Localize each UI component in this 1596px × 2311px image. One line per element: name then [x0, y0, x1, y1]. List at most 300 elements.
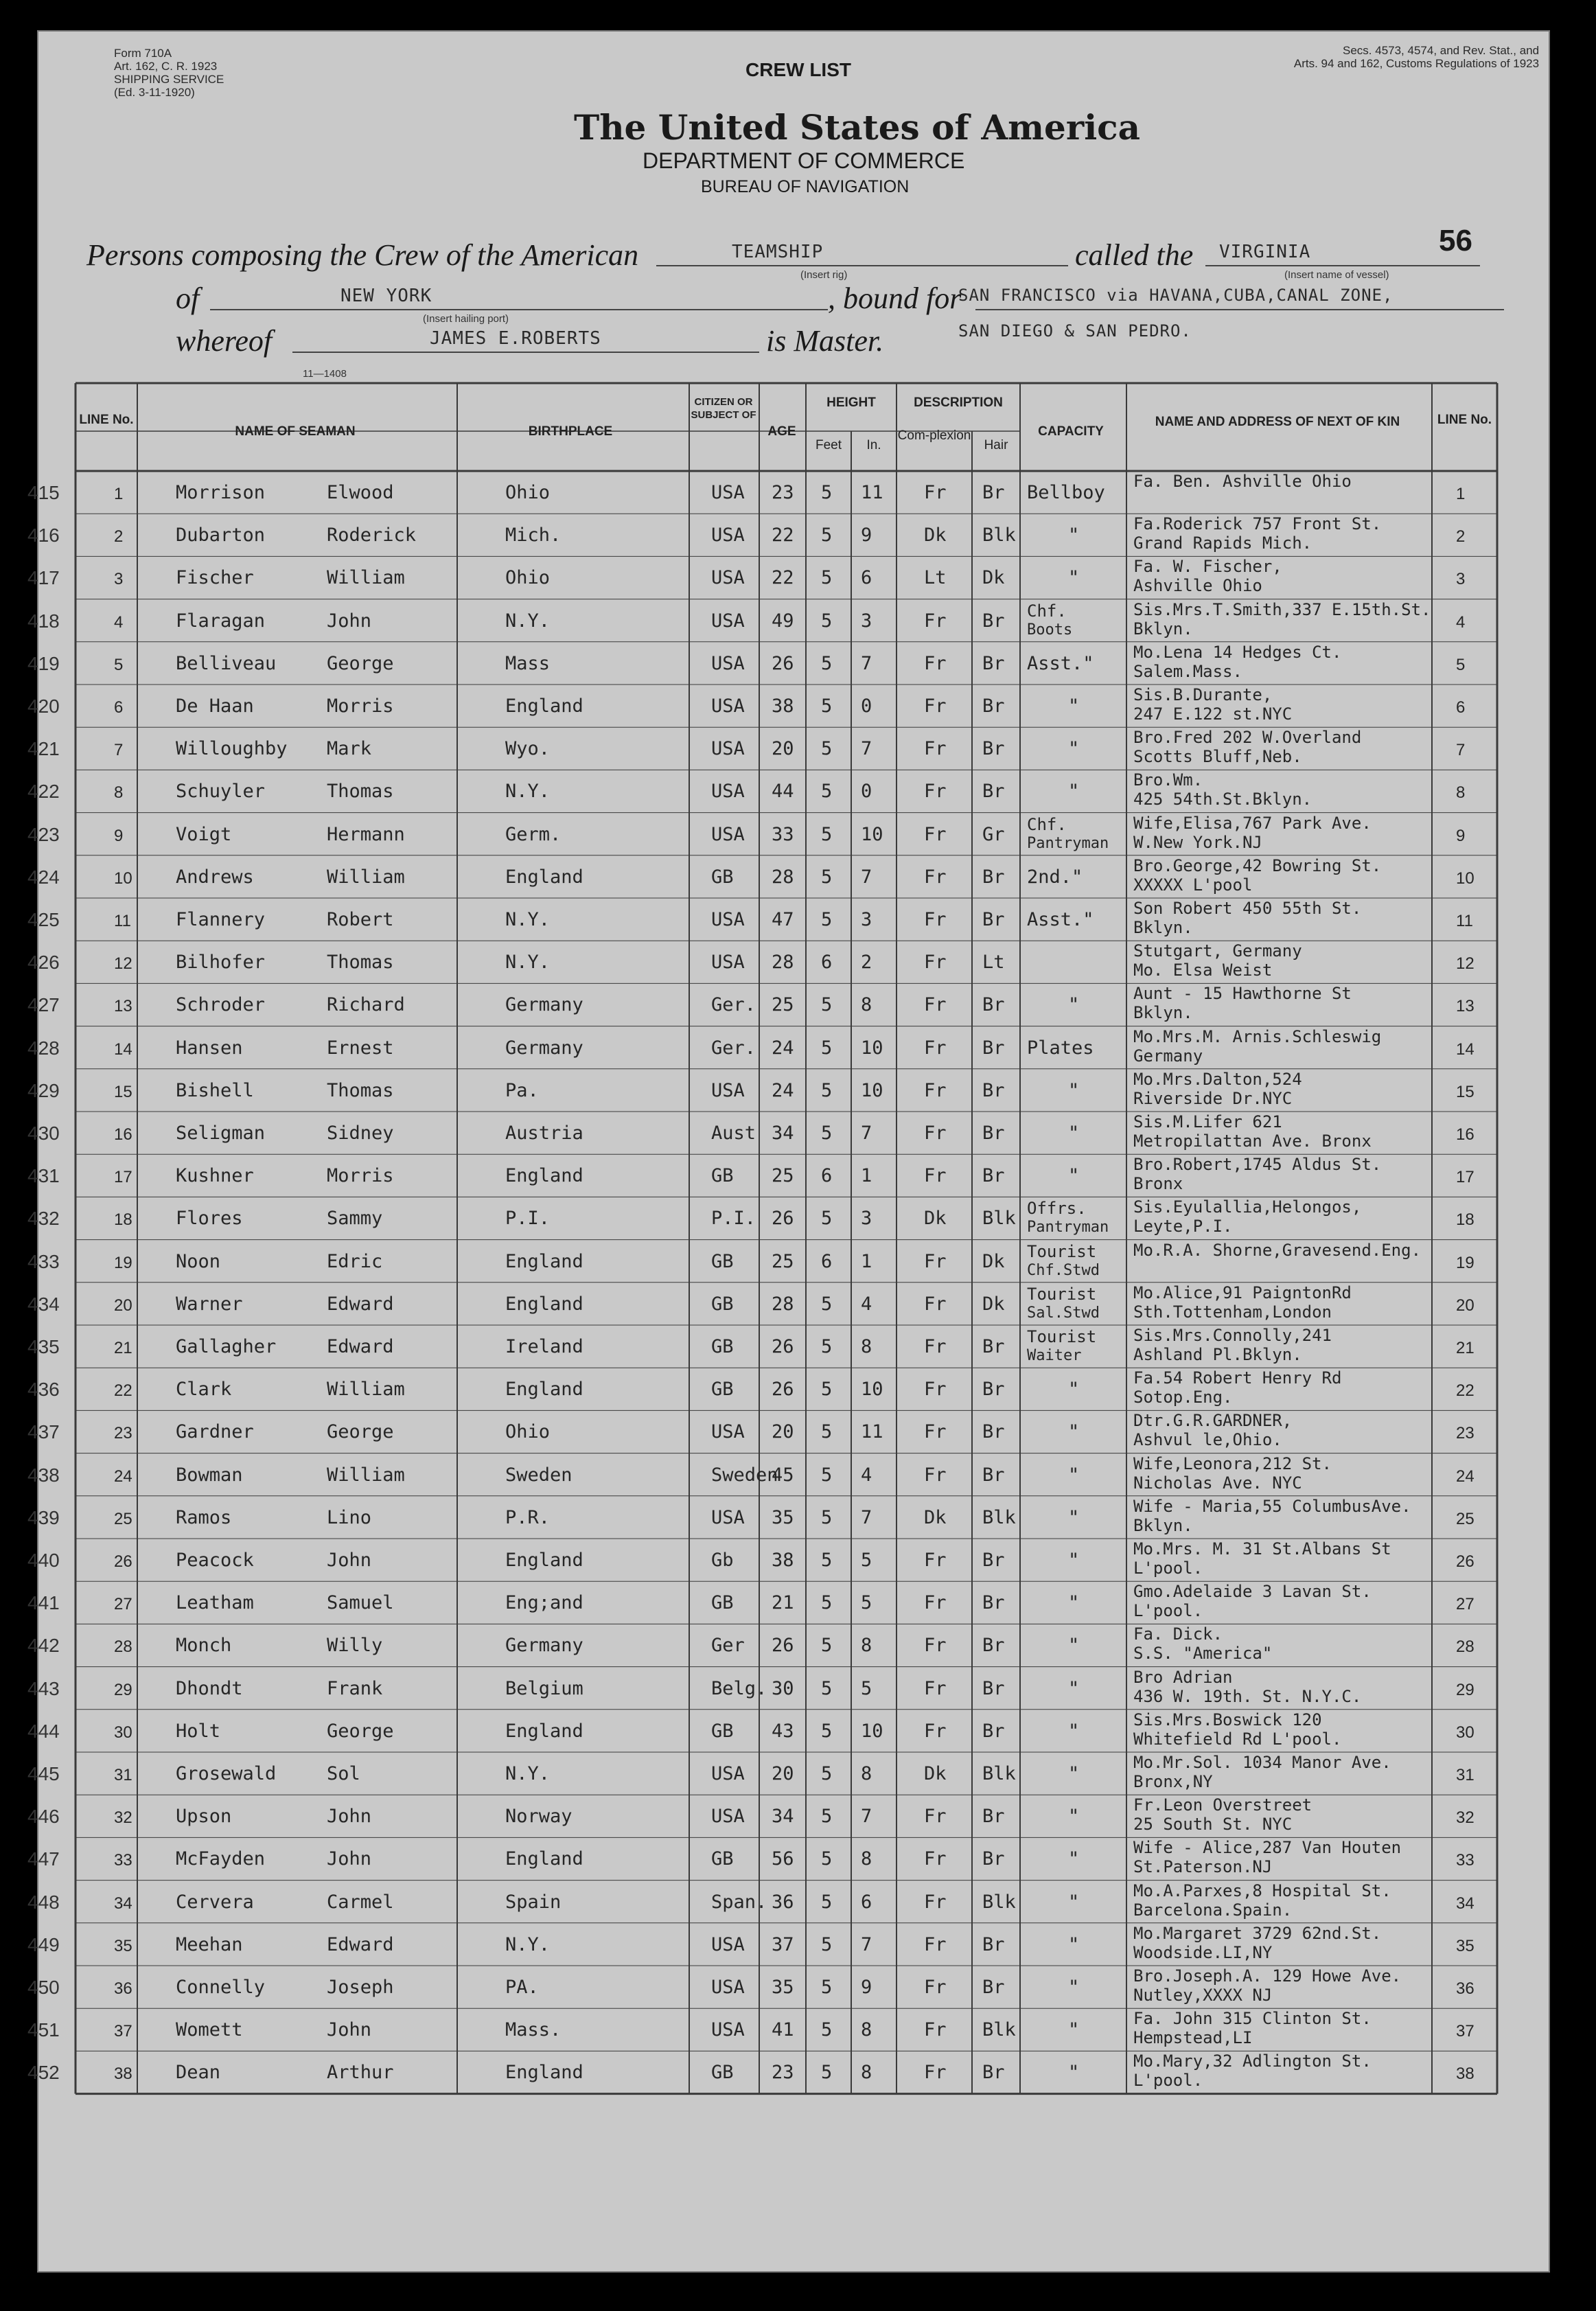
- birthplace: England: [505, 695, 583, 717]
- citizenship: USA: [711, 2019, 745, 2041]
- age: 21: [772, 1592, 794, 1614]
- age: 24: [772, 1037, 794, 1059]
- birthplace: England: [505, 1379, 583, 1401]
- kin-line-1: Sis.Mrs.T.Smith,337 E.15th.St.: [1133, 599, 1431, 619]
- seaman-last-name: Flaragan: [176, 610, 266, 632]
- row-line-number: 33: [114, 1851, 132, 1870]
- rig-value: TEAMSHIP: [732, 242, 824, 262]
- hair-color: Br: [982, 695, 1005, 717]
- crew-list-sheet: [27, 30, 1550, 2273]
- persons-text: Persons composing the Crew of the American: [86, 238, 639, 272]
- birthplace: England: [505, 2062, 583, 2084]
- age: 41: [772, 2019, 794, 2041]
- row-line-number-right: 23: [1456, 1424, 1474, 1443]
- row-line-number-right: 25: [1456, 1509, 1474, 1528]
- kin-line-1: Mo.Mary,32 Adlington St.: [1133, 2051, 1372, 2071]
- seaman-first-name: Morris: [327, 1165, 394, 1187]
- hair-color: Dk: [982, 1250, 1005, 1272]
- citizenship: Belg.: [711, 1677, 767, 1699]
- row-stamp-number: 415: [27, 482, 60, 503]
- complexion: Fr: [924, 1635, 947, 1657]
- row-line-number: 17: [114, 1168, 132, 1187]
- kin-line-2: Hempstead,LI: [1133, 2028, 1253, 2048]
- birthplace: England: [505, 1848, 583, 1870]
- height-inches: 11: [861, 482, 883, 503]
- height-inches: 8: [861, 2062, 872, 2084]
- capacity: Tourist: [1027, 1327, 1097, 1346]
- kin-line-2: Salem.Mass.: [1133, 661, 1242, 681]
- birthplace: England: [505, 1165, 583, 1187]
- birthplace: Pa.: [505, 1079, 539, 1101]
- citizenship: GB: [711, 2062, 734, 2084]
- row-stamp-number: 449: [27, 1933, 60, 1955]
- kin-line-1: Bro Adrian: [1133, 1667, 1233, 1687]
- citizenship: USA: [711, 482, 745, 503]
- height-inches: 3: [861, 909, 872, 930]
- birthplace: Mich.: [505, 525, 562, 547]
- row-line-number-right: 1: [1456, 485, 1466, 503]
- citizenship: GB: [711, 1165, 734, 1187]
- height-inches: 7: [861, 866, 872, 888]
- height-inches: 0: [861, 781, 872, 803]
- complexion: Fr: [924, 823, 947, 845]
- bound-text: , bound for: [828, 281, 962, 315]
- row-stamp-number: 436: [27, 1379, 60, 1401]
- kin-line-2: L'pool.: [1133, 1559, 1203, 1578]
- capacity-line-2: Chf.Stwd: [1027, 1261, 1100, 1279]
- citizenship: Gb: [711, 1550, 734, 1571]
- hair-color: Br: [982, 1421, 1005, 1443]
- row-line-number: 38: [114, 2065, 132, 2084]
- complexion: Fr: [924, 1592, 947, 1614]
- height-inches: 0: [861, 695, 872, 717]
- complexion: Dk: [924, 1506, 947, 1528]
- complexion: Fr: [924, 1464, 947, 1486]
- kin-line-1: Wife,Leonora,212 St.: [1133, 1453, 1332, 1473]
- hair-color: Br: [982, 1933, 1005, 1955]
- row-stamp-number: 429: [27, 1079, 60, 1101]
- hair-color: Blk: [982, 525, 1016, 547]
- height-feet: 5: [821, 1677, 833, 1699]
- row-line-number: 24: [114, 1467, 132, 1486]
- citizenship: Span.: [711, 1891, 767, 1913]
- row-line-number-right: 21: [1456, 1339, 1474, 1357]
- row-line-number: 32: [114, 1808, 132, 1828]
- birthplace: Germ.: [505, 823, 562, 845]
- row-stamp-number: 451: [27, 2019, 60, 2041]
- row-line-number-right: 31: [1456, 1766, 1474, 1784]
- age: 43: [772, 1720, 794, 1742]
- row-line-number-right: 9: [1456, 826, 1466, 845]
- height-feet: 5: [821, 1123, 833, 1144]
- hair-color: Gr: [982, 823, 1005, 845]
- height-feet: 5: [821, 1933, 833, 1955]
- row-stamp-number: 438: [27, 1464, 60, 1486]
- seaman-first-name: Edric: [327, 1250, 383, 1272]
- height-inches: 10: [861, 1079, 883, 1101]
- seaman-last-name: Bishell: [176, 1079, 254, 1101]
- row-line-number-right: 13: [1456, 997, 1474, 1016]
- row-line-number: 36: [114, 1979, 132, 1998]
- row-line-number: 16: [114, 1125, 132, 1144]
- row-line-number-right: 36: [1456, 1979, 1474, 1998]
- complexion: Fr: [924, 866, 947, 888]
- height-feet: 5: [821, 1379, 833, 1401]
- seaman-last-name: Noon: [176, 1250, 221, 1272]
- capacity: ": [1068, 1677, 1080, 1699]
- age: 24: [772, 1079, 794, 1101]
- height-feet: 5: [821, 1336, 833, 1357]
- seaman-first-name: Roderick: [327, 525, 417, 547]
- complexion: Fr: [924, 1379, 947, 1401]
- capacity: Bellboy: [1027, 482, 1105, 503]
- row-line-number: 28: [114, 1637, 132, 1657]
- seaman-last-name: Willoughby: [176, 738, 288, 760]
- height-inches: 3: [861, 1208, 872, 1230]
- complexion: Dk: [924, 1208, 947, 1230]
- seaman-first-name: Hermann: [327, 823, 405, 845]
- kin-line-2: 436 W. 19th. St. N.Y.C.: [1133, 1686, 1362, 1706]
- complexion: Fr: [924, 1933, 947, 1955]
- row-stamp-number: 431: [27, 1165, 60, 1187]
- capacity: ": [1068, 1720, 1080, 1742]
- row-line-number: 21: [114, 1339, 132, 1357]
- row-stamp-number: 427: [27, 994, 60, 1016]
- seaman-last-name: Fischer: [176, 567, 254, 589]
- citizenship: USA: [711, 525, 745, 547]
- hair-color: Br: [982, 652, 1005, 674]
- capacity: ": [1068, 1891, 1080, 1913]
- row-line-number: 9: [114, 826, 124, 845]
- birthplace: Sweden: [505, 1464, 573, 1486]
- hair-color: Br: [982, 610, 1005, 632]
- seaman-first-name: Sidney: [327, 1123, 394, 1144]
- kin-line-2: Nutley,XXXX NJ: [1133, 1986, 1273, 2005]
- row-stamp-number: 437: [27, 1421, 60, 1443]
- height-inches: 5: [861, 1550, 872, 1571]
- seaman-last-name: Schroder: [176, 994, 266, 1016]
- birthplace: PA.: [505, 1977, 539, 1998]
- height-feet: 5: [821, 1037, 833, 1059]
- height-feet: 5: [821, 1635, 833, 1657]
- height-feet: 5: [821, 2062, 833, 2084]
- age: 49: [772, 610, 794, 632]
- capacity: ": [1068, 1379, 1080, 1401]
- complexion: Fr: [924, 1123, 947, 1144]
- seaman-first-name: George: [327, 652, 394, 674]
- birthplace: England: [505, 866, 583, 888]
- row-stamp-number: 435: [27, 1336, 60, 1357]
- seaman-last-name: Voigt: [176, 823, 232, 845]
- height-feet: 5: [821, 1506, 833, 1528]
- age: 20: [772, 738, 794, 760]
- seaman-first-name: Edward: [327, 1293, 394, 1315]
- birthplace: Eng;and: [505, 1592, 583, 1614]
- birthplace: Belgium: [505, 1677, 583, 1699]
- hair-color: Blk: [982, 1506, 1016, 1528]
- seaman-first-name: Edward: [327, 1933, 394, 1955]
- hair-color: Br: [982, 1336, 1005, 1357]
- seaman-first-name: Lino: [327, 1506, 372, 1528]
- capacity: ": [1068, 1506, 1080, 1528]
- hair-color: Br: [982, 738, 1005, 760]
- citizenship: USA: [711, 781, 745, 803]
- capacity: Asst.": [1027, 909, 1094, 930]
- complexion: Fr: [924, 1806, 947, 1828]
- citizenship: USA: [711, 1977, 745, 1998]
- age: 20: [772, 1763, 794, 1784]
- height-inches: 10: [861, 1720, 883, 1742]
- kin-line-2: Mo. Elsa Weist: [1133, 961, 1273, 980]
- row-line-number: 7: [114, 741, 124, 760]
- master-text: is Master.: [766, 324, 884, 358]
- seaman-last-name: Womett: [176, 2019, 243, 2041]
- hair-color: Dk: [982, 1293, 1005, 1315]
- row-line-number: 2: [114, 527, 124, 547]
- complexion: Fr: [924, 994, 947, 1016]
- row-stamp-number: 425: [27, 909, 60, 930]
- row-line-number-right: 30: [1456, 1723, 1474, 1742]
- complexion: Fr: [924, 1293, 947, 1315]
- citizenship: USA: [711, 738, 745, 760]
- complexion: Lt: [924, 567, 947, 589]
- birthplace: England: [505, 1250, 583, 1272]
- department-title: DEPARTMENT OF COMMERCE: [643, 148, 965, 173]
- hair-color: Br: [982, 1592, 1005, 1614]
- capacity: Tourist: [1027, 1284, 1097, 1304]
- birthplace: N.Y.: [505, 909, 551, 930]
- rig-hint: (Insert rig): [800, 269, 848, 281]
- complexion: Fr: [924, 1720, 947, 1742]
- seaman-first-name: Thomas: [327, 952, 394, 974]
- seaman-last-name: De Haan: [176, 695, 254, 717]
- hair-color: Br: [982, 781, 1005, 803]
- kin-line-1: Mo.A.Parxes,8 Hospital St.: [1133, 1881, 1391, 1900]
- citizenship: USA: [711, 823, 745, 845]
- seaman-last-name: Clark: [176, 1379, 232, 1401]
- height-feet: 5: [821, 1592, 833, 1614]
- birthplace: Spain: [505, 1891, 562, 1913]
- kin-line-2: Bklyn.: [1133, 918, 1193, 937]
- row-line-number-right: 22: [1456, 1381, 1474, 1401]
- citizenship: USA: [711, 610, 745, 632]
- height-inches: 8: [861, 1763, 872, 1784]
- height-inches: 7: [861, 1806, 872, 1828]
- complexion: Fr: [924, 1977, 947, 1998]
- citizenship: Sweden: [711, 1464, 778, 1486]
- birthplace: Norway: [505, 1806, 573, 1828]
- age: 28: [772, 1293, 794, 1315]
- form-edition: (Ed. 3-11-1920): [114, 86, 195, 99]
- complexion: Fr: [924, 1037, 947, 1059]
- kin-line-1: Dtr.G.R.GARDNER,: [1133, 1411, 1293, 1431]
- row-line-number: 25: [114, 1509, 132, 1528]
- row-stamp-number: 422: [27, 781, 60, 803]
- form-sections-2: Rev. Stat., and: [1462, 44, 1540, 57]
- kin-line-2: Woodside.LI,NY: [1133, 1942, 1273, 1962]
- height-feet: 5: [821, 1208, 833, 1230]
- row-line-number: 37: [114, 2022, 132, 2041]
- age: 35: [772, 1506, 794, 1528]
- hair-color: Br: [982, 1165, 1005, 1187]
- citizenship: Ger: [711, 1635, 745, 1657]
- birthplace: England: [505, 1293, 583, 1315]
- seaman-last-name: Dubarton: [176, 525, 266, 547]
- header-complexion: Com-plexion: [897, 428, 971, 443]
- capacity: 2nd.": [1027, 866, 1083, 888]
- row-line-number: 1: [114, 485, 124, 503]
- height-inches: 5: [861, 1592, 872, 1614]
- height-feet: 5: [821, 1977, 833, 1998]
- seaman-first-name: Joseph: [327, 1977, 394, 1998]
- capacity: Tourist: [1027, 1241, 1097, 1261]
- seaman-last-name: Ramos: [176, 1506, 232, 1528]
- kin-line-1: Mo.Mrs.Dalton,524: [1133, 1069, 1302, 1089]
- row-stamp-number: 448: [27, 1891, 60, 1913]
- complexion: Fr: [924, 781, 947, 803]
- complexion: Fr: [924, 1421, 947, 1443]
- kin-line-1: Gmo.Adelaide 3 Lavan St.: [1133, 1582, 1372, 1602]
- seaman-first-name: Richard: [327, 994, 405, 1016]
- complexion: Fr: [924, 1079, 947, 1101]
- row-line-number-right: 12: [1456, 954, 1474, 974]
- row-line-number-right: 11: [1456, 912, 1473, 930]
- seaman-first-name: Elwood: [327, 482, 394, 503]
- hair-color: Lt: [982, 952, 1005, 974]
- seaman-first-name: William: [327, 1379, 405, 1401]
- seaman-first-name: John: [327, 2019, 372, 2041]
- seaman-first-name: John: [327, 1848, 372, 1870]
- kin-line-1: Mo.Mrs.M. Arnis.Schleswig: [1133, 1026, 1382, 1046]
- kin-line-1: Bro.Wm.: [1133, 770, 1203, 790]
- kin-line-2: L'pool.: [1133, 2071, 1203, 2091]
- row-line-number-right: 17: [1456, 1168, 1474, 1187]
- destination: SAN FRANCISCO via HAVANA,CUBA,CANAL ZONE,: [958, 286, 1393, 305]
- height-inches: 10: [861, 1379, 883, 1401]
- kin-line-1: Mo.R.A. Shorne,Gravesend.Eng.: [1133, 1240, 1422, 1260]
- page-number: 56: [1439, 224, 1472, 257]
- kin-line-2: St.Paterson.NJ: [1133, 1857, 1273, 1877]
- birthplace: Ireland: [505, 1336, 583, 1357]
- hair-color: Blk: [982, 1763, 1016, 1784]
- row-stamp-number: 446: [27, 1806, 60, 1828]
- row-stamp-number: 426: [27, 952, 60, 974]
- hair-color: Br: [982, 994, 1005, 1016]
- capacity: ": [1068, 1635, 1080, 1657]
- complexion: Fr: [924, 909, 947, 930]
- row-line-number: 29: [114, 1680, 132, 1699]
- capacity: ": [1068, 1165, 1080, 1187]
- hair-color: Blk: [982, 1891, 1016, 1913]
- age: 34: [772, 1123, 794, 1144]
- seaman-first-name: George: [327, 1421, 394, 1443]
- seaman-last-name: Bowman: [176, 1464, 243, 1486]
- capacity: Offrs.: [1027, 1199, 1087, 1219]
- header-capacity: CAPACITY: [1038, 424, 1104, 439]
- height-feet: 5: [821, 1550, 833, 1571]
- seaman-last-name: Bilhofer: [176, 952, 266, 974]
- capacity-line-2: Sal.Stwd: [1027, 1304, 1100, 1322]
- seaman-first-name: Frank: [327, 1677, 383, 1699]
- height-feet: 5: [821, 1421, 833, 1443]
- row-line-number: 15: [114, 1082, 132, 1101]
- hair-color: Br: [982, 482, 1005, 503]
- seaman-last-name: Seligman: [176, 1123, 266, 1144]
- height-inches: 7: [861, 738, 872, 760]
- row-stamp-number: 419: [27, 652, 60, 674]
- row-stamp-number: 434: [27, 1293, 60, 1315]
- seaman-first-name: Arthur: [327, 2062, 394, 2084]
- seaman-first-name: John: [327, 610, 372, 632]
- hair-color: Br: [982, 2062, 1005, 2084]
- height-feet: 6: [821, 1250, 833, 1272]
- hair-color: Br: [982, 1079, 1005, 1101]
- complexion: Fr: [924, 482, 947, 503]
- kin-line-1: Sis.Mrs.Connolly,241: [1133, 1326, 1332, 1345]
- complexion: Fr: [924, 1550, 947, 1571]
- birthplace: N.Y.: [505, 610, 551, 632]
- age: 45: [772, 1464, 794, 1486]
- citizenship: USA: [711, 1933, 745, 1955]
- age: 25: [772, 994, 794, 1016]
- seaman-first-name: Willy: [327, 1635, 383, 1657]
- vessel-name: VIRGINIA: [1219, 242, 1311, 262]
- row-line-number: 20: [114, 1296, 132, 1315]
- height-feet: 5: [821, 1293, 833, 1315]
- age: 25: [772, 1250, 794, 1272]
- capacity: ": [1068, 1848, 1080, 1870]
- kin-line-1: Wife - Alice,287 Van Houten: [1133, 1838, 1402, 1858]
- seaman-first-name: Carmel: [327, 1891, 394, 1913]
- kin-line-1: Mo.Mr.Sol. 1034 Manor Ave.: [1133, 1753, 1391, 1772]
- complexion: Fr: [924, 1165, 947, 1187]
- age: 26: [772, 1635, 794, 1657]
- row-stamp-number: 445: [27, 1763, 60, 1784]
- citizenship: Aust: [711, 1123, 756, 1144]
- hair-color: Br: [982, 1848, 1005, 1870]
- row-line-number-right: 16: [1456, 1125, 1474, 1144]
- port-hint: (Insert hailing port): [423, 313, 509, 325]
- hair-color: Br: [982, 1677, 1005, 1699]
- kin-line-1: Wife,Elisa,767 Park Ave.: [1133, 813, 1372, 833]
- kin-line-1: Bro.Joseph.A. 129 Howe Ave.: [1133, 1966, 1402, 1986]
- hair-color: Br: [982, 1464, 1005, 1486]
- row-line-number: 18: [114, 1210, 132, 1230]
- kin-line-2: 25 South St. NYC: [1133, 1815, 1293, 1835]
- hair-color: Br: [982, 1550, 1005, 1571]
- seaman-last-name: Dean: [176, 2062, 221, 2084]
- seaman-first-name: John: [327, 1550, 372, 1571]
- age: 28: [772, 952, 794, 974]
- row-line-number: 31: [114, 1766, 132, 1784]
- capacity: ": [1068, 994, 1080, 1016]
- kin-line-2: Nicholas Ave. NYC: [1133, 1473, 1302, 1493]
- row-line-number: 5: [114, 655, 124, 674]
- kin-line-2: Bronx: [1133, 1174, 1183, 1194]
- citizenship: USA: [711, 1506, 745, 1528]
- height-inches: 8: [861, 1635, 872, 1657]
- capacity: ": [1068, 738, 1080, 760]
- seaman-first-name: Robert: [327, 909, 394, 930]
- age: 26: [772, 652, 794, 674]
- row-stamp-number: 444: [27, 1720, 60, 1742]
- complexion: Dk: [924, 525, 947, 547]
- kin-line-2: Barcelona.Spain.: [1133, 1900, 1293, 1920]
- height-feet: 5: [821, 823, 833, 845]
- row-line-number: 10: [114, 869, 132, 888]
- form-service: SHIPPING SERVICE: [114, 73, 224, 86]
- height-inches: 6: [861, 567, 872, 589]
